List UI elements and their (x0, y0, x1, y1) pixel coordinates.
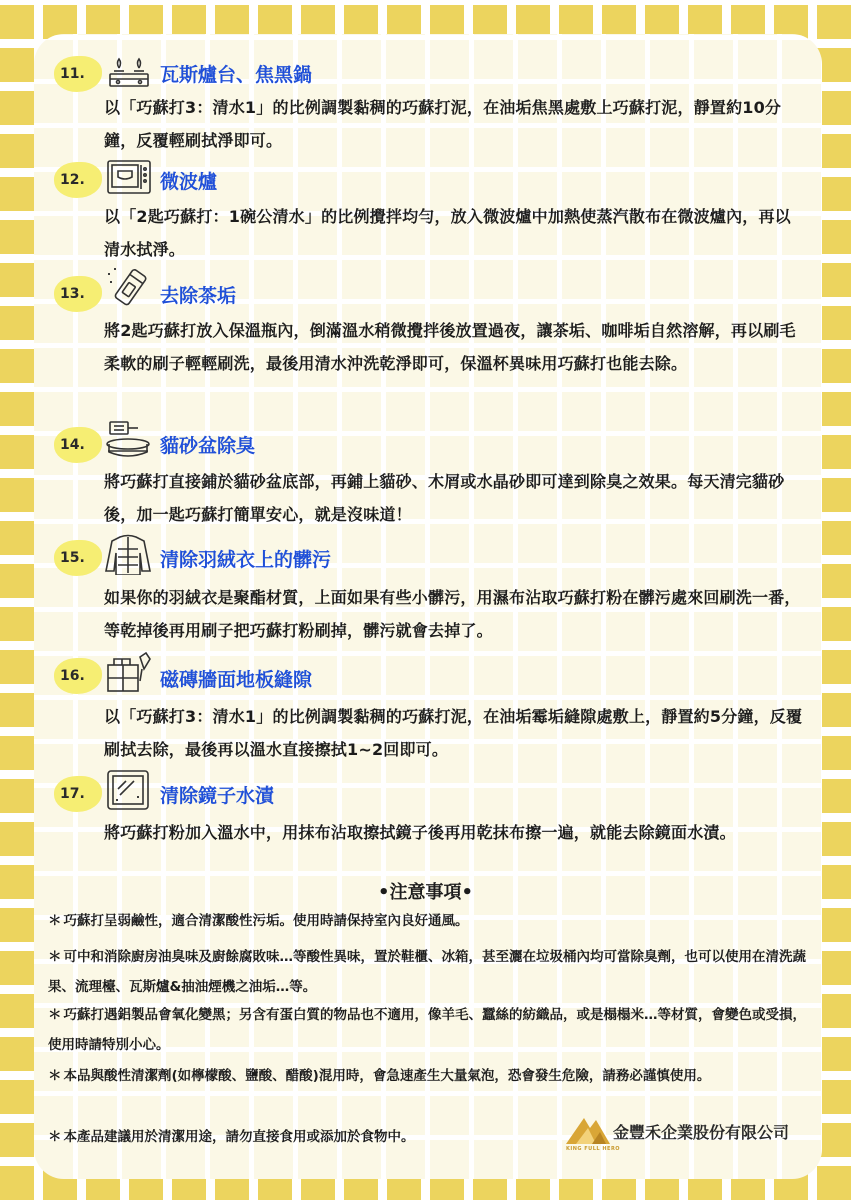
mirror-icon (104, 769, 152, 811)
asterisk-bullet: ＊ (48, 1129, 62, 1145)
item-description: 將2匙巧蘇打放入保溫瓶內，倒滿溫水稍微攪拌後放置過夜，讓茶垢、咖啡垢自然溶解，再以刷毛柔軟的刷子輕輕刷洗，最後用清水沖洗乾淨即可，保溫杯異味用巧蘇打也能去除。 (104, 321, 796, 373)
asterisk-bullet: ＊ (48, 949, 62, 965)
down-jacket-icon (104, 533, 152, 575)
gas-stove-icon (104, 50, 152, 92)
notice-item (48, 1061, 806, 1091)
item-number-badge: 17. (54, 776, 102, 812)
item-description: 將巧蘇打直接鋪於貓砂盆底部，再鋪上貓砂、木屑或水晶砂即可達到除臭之效果。每天清完貓砂後，加一匙巧蘇打簡單安心，就是沒味道！ (104, 472, 785, 524)
notice-text: 巧蘇打遇鋁製品會氧化變黑；另含有蛋白質的物品也不適用，像羊毛、蠶絲的紡織品，或是榻榻米…等材質，會變色或受損，使用時請特別小心。 (48, 1007, 806, 1053)
notice-item (48, 1000, 806, 1060)
item-title: 微波爐 (160, 171, 218, 193)
notice-text: 本產品建議用於清潔用途，請勿直接食用或添加於食物中。 (63, 1129, 415, 1145)
item-description: 以「2匙巧蘇打：1碗公清水」的比例攪拌均勻，放入微波爐中加熱使蒸汽散布在微波爐內，再以清水拭淨。 (104, 207, 791, 259)
item-description: 以「巧蘇打3：清水1」的比例調製黏稠的巧蘇打泥，在油垢霉垢縫隙處敷上，靜置約5分鐘，反覆刷拭去除，最後再以溫水直接擦拭1~2回即可。 (104, 707, 803, 759)
microwave-icon (104, 157, 152, 199)
asterisk-bullet: ＊ (48, 1007, 62, 1023)
tile-wall-icon (104, 651, 152, 693)
notice-heading: •注意事項• (377, 882, 473, 903)
item-title: 貓砂盆除臭 (160, 435, 256, 457)
item-number-badge: 11. (54, 56, 102, 92)
item-number-badge: 12. (54, 162, 102, 198)
item-number-badge: 13. (54, 276, 102, 312)
item-title: 去除茶垢 (160, 285, 237, 307)
item-number-badge: 14. (54, 427, 102, 463)
notice-item (48, 906, 806, 936)
item-title: 瓦斯爐台、焦黑鍋 (160, 64, 313, 86)
notice-text: 可中和消除廚房油臭味及廚餘腐敗味…等酸性異味，置於鞋櫃、冰箱，甚至灑在垃圾桶內均可當除臭劑，也可以使用在清洗蔬果、流理檯、瓦斯爐&抽油煙機之油垢…等。 (48, 949, 806, 995)
notice-text: 巧蘇打呈弱鹼性，適合清潔酸性污垢。使用時請保持室內良好通風。 (63, 913, 469, 929)
thermos-icon (104, 266, 152, 308)
notice-item (48, 1122, 568, 1152)
asterisk-bullet: ＊ (48, 1068, 62, 1084)
item-number-badge: 16. (54, 658, 102, 694)
item-number-badge: 15. (54, 540, 102, 576)
litter-box-icon (104, 420, 152, 462)
item-description: 如果你的羽絨衣是聚酯材質，上面如果有些小髒污，用濕布沾取巧蘇打粉在髒污處來回刷洗一番，等乾掉後再用刷子把巧蘇打粉刷掉，髒污就會去掉了。 (104, 588, 801, 640)
item-title: 清除羽絨衣上的髒污 (160, 549, 332, 571)
company-name: 金豐禾企業股份有限公司 (613, 1123, 790, 1142)
item-description: 將巧蘇打粉加入溫水中，用抹布沾取擦拭鏡子後再用乾抹布擦一遍，就能去除鏡面水漬。 (104, 823, 736, 842)
item-title: 磁磚牆面地板縫隙 (160, 669, 313, 691)
item-title: 清除鏡子水漬 (160, 785, 275, 807)
company-english-name: KING FULL HERO (566, 1146, 621, 1152)
asterisk-bullet: ＊ (48, 913, 62, 929)
notice-item (48, 942, 806, 1002)
item-description: 以「巧蘇打3：清水1」的比例調製黏稠的巧蘇打泥，在油垢焦黑處敷上巧蘇打泥，靜置約10分鐘，反覆輕刷拭淨即可。 (104, 98, 782, 150)
notice-text: 本品與酸性清潔劑(如檸檬酸、鹽酸、醋酸)混用時，會急速產生大量氣泡，恐會發生危險，請務必謹慎使用。 (63, 1068, 711, 1084)
